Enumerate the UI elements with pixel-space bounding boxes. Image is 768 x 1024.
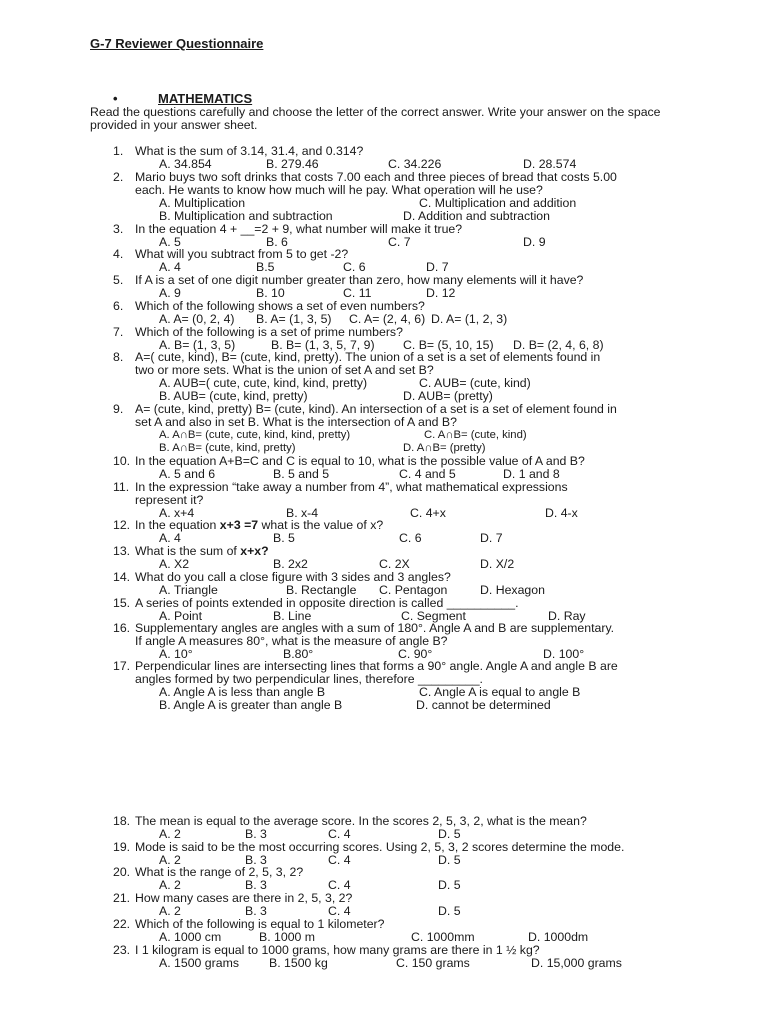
question-number: 23. (113, 943, 131, 957)
answer-option: A. Triangle (159, 583, 218, 597)
answer-option: B. x-4 (286, 506, 319, 520)
question-text (135, 660, 693, 686)
question-item (113, 622, 693, 661)
answer-option: D. 15,000 grams (531, 956, 622, 970)
answer-option: D. AUB= (pretty) (403, 389, 493, 403)
answer-option: C. 150 grams (396, 956, 470, 970)
question-number: 15. (113, 596, 131, 610)
answer-option: B. 1500 kg (269, 956, 328, 970)
question-item (113, 326, 693, 352)
question-expression: x+x? (240, 544, 269, 558)
answer-options (113, 429, 693, 442)
answer-option: C. Segment (401, 609, 466, 623)
answer-option: C. 4 (328, 853, 351, 867)
answer-option: A. x+4 (159, 506, 195, 520)
question-number: 13. (113, 544, 131, 558)
question-item (113, 481, 693, 520)
section-name: MATHEMATICS (158, 91, 253, 106)
answer-option: A. Angle A is less than angle B (159, 685, 326, 699)
answer-option: B. 3 (245, 878, 267, 892)
question-number: 22. (113, 917, 131, 931)
question-line: In the equation 4 + __=2 + 9, what number will make it true? (135, 222, 463, 236)
question-line: Perpendicular lines are intersecting lines that forms a 90° angle. Angle A and angle B are (135, 659, 618, 673)
answer-option: D. 9 (523, 235, 546, 249)
question-line: Mario buys two soft drinks that costs 7.00 each and three pieces of bread that costs 5.00 (135, 170, 617, 184)
question-number: 2. (113, 170, 124, 184)
answer-option: B. 3 (245, 827, 267, 841)
answer-option: B. 279.46 (266, 157, 319, 171)
answer-option: B. A= (1, 3, 5) (256, 312, 332, 326)
question-line: What is the range of 2, 5, 3, 2? (135, 865, 304, 879)
question-text (135, 481, 693, 507)
answer-option: D. 5 (438, 853, 461, 867)
question-line: What will you subtract from 5 to get -2? (135, 247, 349, 261)
question-line: Which of the following is a set of prime numbers? (135, 325, 403, 339)
answer-option: B. 6 (266, 235, 288, 249)
answer-option: B. 1000 m (259, 930, 316, 944)
question-number: 18. (113, 814, 131, 828)
answer-option: B. 5 (273, 531, 295, 545)
question-number: 3. (113, 222, 124, 236)
question-text (135, 545, 693, 558)
answer-option: C. 6 (399, 531, 422, 545)
answer-option: C. 4 (328, 878, 351, 892)
question-text (135, 351, 693, 377)
section-heading (113, 91, 252, 106)
answer-option: D. 4-x (545, 506, 578, 520)
answer-option: D. Ray (548, 609, 586, 623)
question-text (135, 223, 693, 236)
question-item (113, 274, 693, 300)
question-line: How many cases are there in 2, 5, 3, 2? (135, 891, 353, 905)
answer-option: D. 7 (480, 531, 503, 545)
answer-option: C. 4+x (410, 506, 446, 520)
question-item (113, 841, 693, 867)
answer-options (113, 957, 693, 970)
question-text (135, 622, 693, 648)
section-bullet: • (113, 91, 118, 106)
answer-option: B.80° (283, 647, 314, 661)
question-number: 21. (113, 891, 131, 905)
question-line: Mode is said to be the most occurring scores. Using 2, 5, 3, 2 scores determine the mode. (135, 840, 625, 854)
question-line: The mean is equal to the average score. In the scores 2, 5, 3, 2, what is the mean? (135, 814, 587, 828)
answer-option: C. A∩B= (cute, kind) (424, 429, 527, 441)
answer-option: C. AUB= (cute, kind) (419, 376, 531, 390)
answer-option: B. Multiplication and subtraction (159, 209, 333, 223)
answer-option: A. 4 (159, 531, 181, 545)
answer-option: B. Rectangle (286, 583, 357, 597)
answer-option: B. 5 and 5 (273, 467, 330, 481)
answer-option: C. 7 (388, 235, 411, 249)
answer-option: A. A∩B= (cute, cute, kind, kind, pretty) (159, 429, 351, 441)
answer-option: C. B= (5, 10, 15) (403, 338, 494, 352)
answer-option: D. Hexagon (480, 583, 545, 597)
answer-option: A. 2 (159, 827, 181, 841)
answer-option: D. 28.574 (523, 157, 577, 171)
answer-option: C. 34.226 (388, 157, 442, 171)
question-number: 17. (113, 659, 131, 673)
question-line: I 1 kilogram is equal to 1000 grams, how many grams are there in 1 ½ kg? (135, 943, 540, 957)
answer-option: B. 2x2 (273, 557, 308, 571)
question-line: If angle A measures 80°, what is the measure of angle B? (135, 634, 448, 648)
answer-option: D. cannot be determined (416, 698, 551, 712)
answer-option: D. A∩B= (pretty) (403, 442, 486, 454)
answer-option: D. 5 (438, 878, 461, 892)
answer-option: B. B= (1, 3, 5, 7, 9) (271, 338, 375, 352)
answer-options (113, 699, 693, 712)
answer-option: A. AUB=( cute, cute, kind, kind, pretty) (159, 376, 368, 390)
answer-option: A. 4 (159, 260, 181, 274)
answer-option: C. Pentagon (379, 583, 448, 597)
answer-option: D. 1000dm (528, 930, 589, 944)
question-line: Which of the following is equal to 1 kilometer? (135, 917, 385, 931)
question-item (113, 351, 693, 403)
question-text (135, 248, 693, 261)
answer-option: B. AUB= (cute, kind, pretty) (159, 389, 308, 403)
question-line: angles formed by two perpendicular lines, therefore _________. (135, 672, 483, 686)
question-number: 14. (113, 570, 131, 584)
answer-option: A. 2 (159, 853, 181, 867)
question-line: Which of the following shows a set of even numbers? (135, 299, 425, 313)
answer-option: D. 5 (438, 827, 461, 841)
answer-option: A. 2 (159, 878, 181, 892)
question-item (113, 455, 693, 481)
answer-option: B. 3 (245, 904, 267, 918)
question-item (113, 545, 693, 571)
answer-option: D. 5 (438, 904, 461, 918)
question-item (113, 403, 693, 455)
question-item (113, 892, 693, 918)
answer-option: D. B= (2, 4, 6, 8) (513, 338, 604, 352)
answer-option: B.5 (256, 260, 275, 274)
question-line: A= (cute, kind, pretty) B= (cute, kind). An intersection of a set is a set of element found in (135, 402, 617, 416)
question-item (113, 597, 693, 623)
answer-option: D. 7 (426, 260, 449, 274)
answer-option: A. 1000 cm (159, 930, 222, 944)
question-item (113, 223, 693, 249)
question-line: In the equation A+B=C and C is equal to 10, what is the possible value of A and B? (135, 454, 585, 468)
answer-option: A. A= (0, 2, 4) (159, 312, 235, 326)
answer-option: C. 1000mm (411, 930, 475, 944)
question-item (113, 248, 693, 274)
question-line: What do you call a close figure with 3 sides and 3 angles? (135, 570, 451, 584)
answer-option: C. 11 (343, 286, 372, 300)
question-line: two or more sets. What is the union of set A and set B? (135, 363, 434, 377)
answer-option: A. Multiplication (159, 196, 246, 210)
question-item (113, 519, 693, 545)
question-number: 6. (113, 299, 124, 313)
question-item (113, 918, 693, 944)
instructions: Read the questions carefully and choose the letter of the correct answer. Write your answer on the space provided in your answer sheet. (90, 105, 661, 132)
question-item (113, 171, 693, 223)
answer-option: A. 1500 grams (159, 956, 239, 970)
answer-option: B. Angle A is greater than angle B (159, 698, 343, 712)
question-text (135, 841, 693, 854)
question-expression: x+3 =7 (219, 518, 259, 532)
answer-option: B. A∩B= (cute, kind, pretty) (159, 442, 296, 454)
answer-option: B. 10 (256, 286, 285, 300)
question-item (113, 944, 693, 970)
answer-option: A. 34.854 (159, 157, 212, 171)
answer-option: D. Addition and subtraction (403, 209, 550, 223)
answer-option: C. Angle A is equal to angle B (419, 685, 581, 699)
question-number: 10. (113, 454, 131, 468)
question-text-part: what is the value of x? (258, 518, 384, 532)
question-item (113, 300, 693, 326)
answer-option: C. Multiplication and addition (419, 196, 577, 210)
answer-option: A. 9 (159, 286, 181, 300)
answer-option: D. 100° (543, 647, 585, 661)
question-item (113, 660, 693, 712)
answer-option: C. 2X (379, 557, 410, 571)
answer-option: C. 90° (398, 647, 433, 661)
question-line: A series of points extended in opposite direction is called __________. (135, 596, 519, 610)
question-line: Supplementary angles are angles with a sum of 180°. Angle A and B are supplementary. (135, 621, 615, 635)
question-number: 1. (113, 144, 124, 158)
question-item (113, 815, 693, 841)
question-text (135, 403, 693, 429)
answer-option: A. 2 (159, 904, 181, 918)
question-line: If A is a set of one digit number greater than zero, how many elements will it have? (135, 273, 584, 287)
question-line: set A and also in set B. What is the intersection of A and B? (135, 415, 457, 429)
question-number: 4. (113, 247, 124, 261)
question-line: each. He wants to know how much will he pay. What operation will he use? (135, 183, 543, 197)
answer-option: A. 5 (159, 235, 181, 249)
question-line: In the expression “take away a number from 4”, what mathematical expressions (135, 480, 568, 494)
question-text (135, 171, 693, 197)
question-text (135, 866, 693, 879)
question-number: 20. (113, 865, 131, 879)
question-number: 8. (113, 350, 124, 364)
document-title: G-7 Reviewer Questionnaire (90, 36, 264, 51)
answer-option: B. Line (273, 609, 312, 623)
answer-option: D. 1 and 8 (503, 467, 560, 481)
answer-option: A. 5 and 6 (159, 467, 216, 481)
answer-option: A. Point (159, 609, 203, 623)
question-text-part: In the equation (135, 518, 220, 532)
answer-option: C. 6 (343, 260, 366, 274)
question-line: represent it? (135, 493, 204, 507)
answer-option: C. 4 and 5 (399, 467, 456, 481)
answer-option: B. 3 (245, 853, 267, 867)
question-item (113, 866, 693, 892)
answer-option: D. X/2 (480, 557, 515, 571)
question-item (113, 145, 693, 171)
answer-option: C. 4 (328, 827, 351, 841)
question-number: 12. (113, 518, 131, 532)
question-number: 16. (113, 621, 131, 635)
answer-option: A. B= (1, 3, 5) (159, 338, 236, 352)
question-item (113, 571, 693, 597)
question-number: 11. (113, 480, 130, 494)
answer-option: C. 4 (328, 904, 351, 918)
answer-option: A. X2 (159, 557, 190, 571)
question-number: 9. (113, 402, 124, 416)
question-text-part: What is the sum of (135, 544, 241, 558)
answer-option: A. 10° (159, 647, 193, 661)
question-text (135, 274, 693, 287)
question-number: 5. (113, 273, 124, 287)
question-number: 7. (113, 325, 124, 339)
question-text (135, 892, 693, 905)
question-line: What is the sum of 3.14, 31.4, and 0.314? (135, 144, 364, 158)
question-number: 19. (113, 840, 131, 854)
answer-option: C. A= (2, 4, 6) (349, 312, 426, 326)
question-line: A=( cute, kind), B= (cute, kind, pretty). The union of a set is a set of elements found in (135, 350, 601, 364)
answer-option: D. A= (1, 2, 3) (431, 312, 508, 326)
answer-option: D. 12 (426, 286, 456, 300)
question-text (135, 815, 693, 828)
